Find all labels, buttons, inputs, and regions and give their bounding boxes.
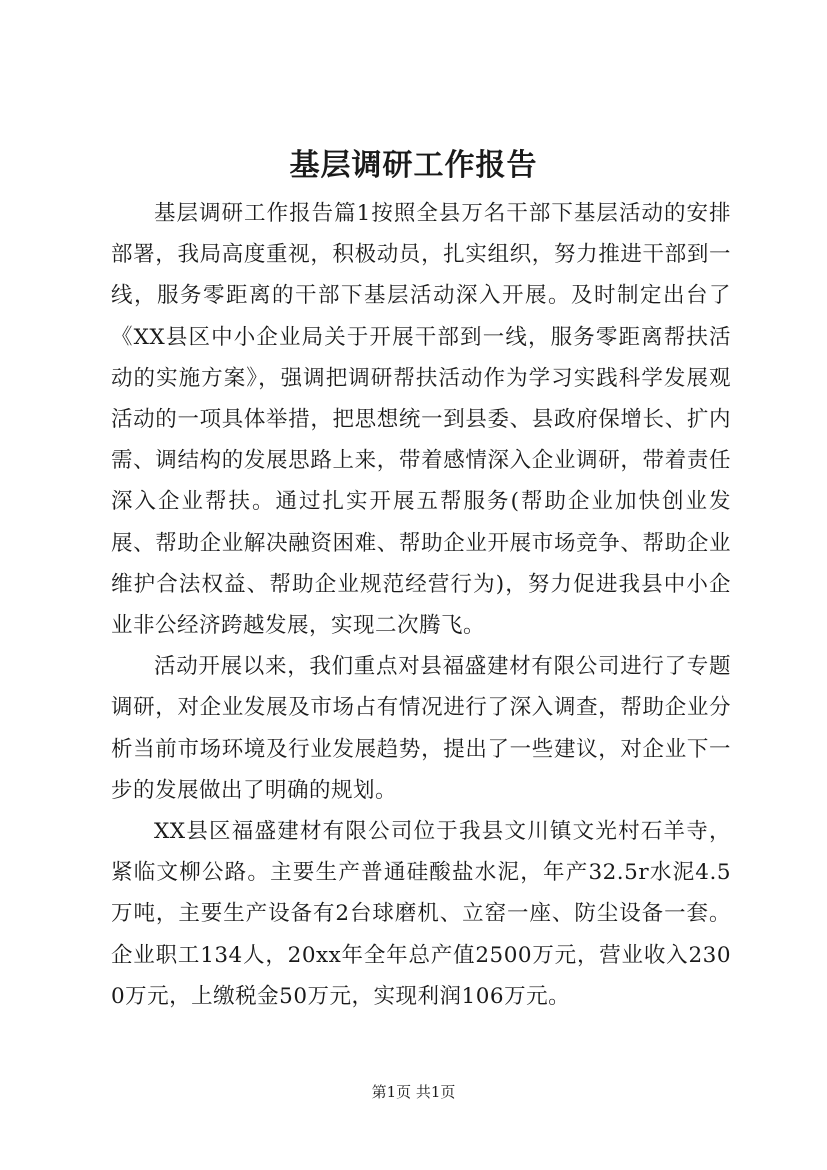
page-footer: 第1页 共1页 xyxy=(371,1083,456,1101)
paragraph: 活动开展以来，我们重点对县福盛建材有限公司进行了专题调研，对企业发展及市场占有情况进行了深入调查，帮助企业分析当前市场环境及行业发展趋势，提出了一些建议，对企业下一步的发展做出了明确的规划。 xyxy=(111,654,731,803)
document-title: 基层调研工作报告 xyxy=(289,148,538,183)
paragraph: XX县区福盛建材有限公司位于我县文川镇文光村石羊寺，紧临文柳公路。主要生产普通硅酸盐水泥，年产32.5r水泥4.5万吨，主要生产设备有2台球磨机、立窑一座、防尘设备一套。企业职工134人，20xx年全年总产值2500万元，营业收入2300万元，上缴税金50万元，实现利润106万元。 xyxy=(111,819,731,1009)
paragraph: 基层调研工作报告篇1按照全县万名干部下基层活动的安排部署，我局高度重视，积极动员，扎实组织，努力推进干部到一线，服务零距离的干部下基层活动深入开展。及时制定出台了《XX县区中小企业局关于开展干部到一线，服务零距离帮扶活动的实施方案》，强调把调研帮扶活动作为学习实践科学发展观活动的一项具体举措，把思想统一到县委、县政府保增长、扩内需、调结构的发展思路上来，带着感情深入企业调研，带着责任深入企业帮扶。通过扎实开展五帮服务(帮助企业加快创业发展、帮助企业解决融资困难、帮助企业开展市场竞争、帮助企业维护合法权益、帮助企业规范经营行为)，努力促进我县中小企业非公经济跨越发展，实现二次腾飞。 xyxy=(111,201,731,639)
document-body xyxy=(111,193,731,1017)
